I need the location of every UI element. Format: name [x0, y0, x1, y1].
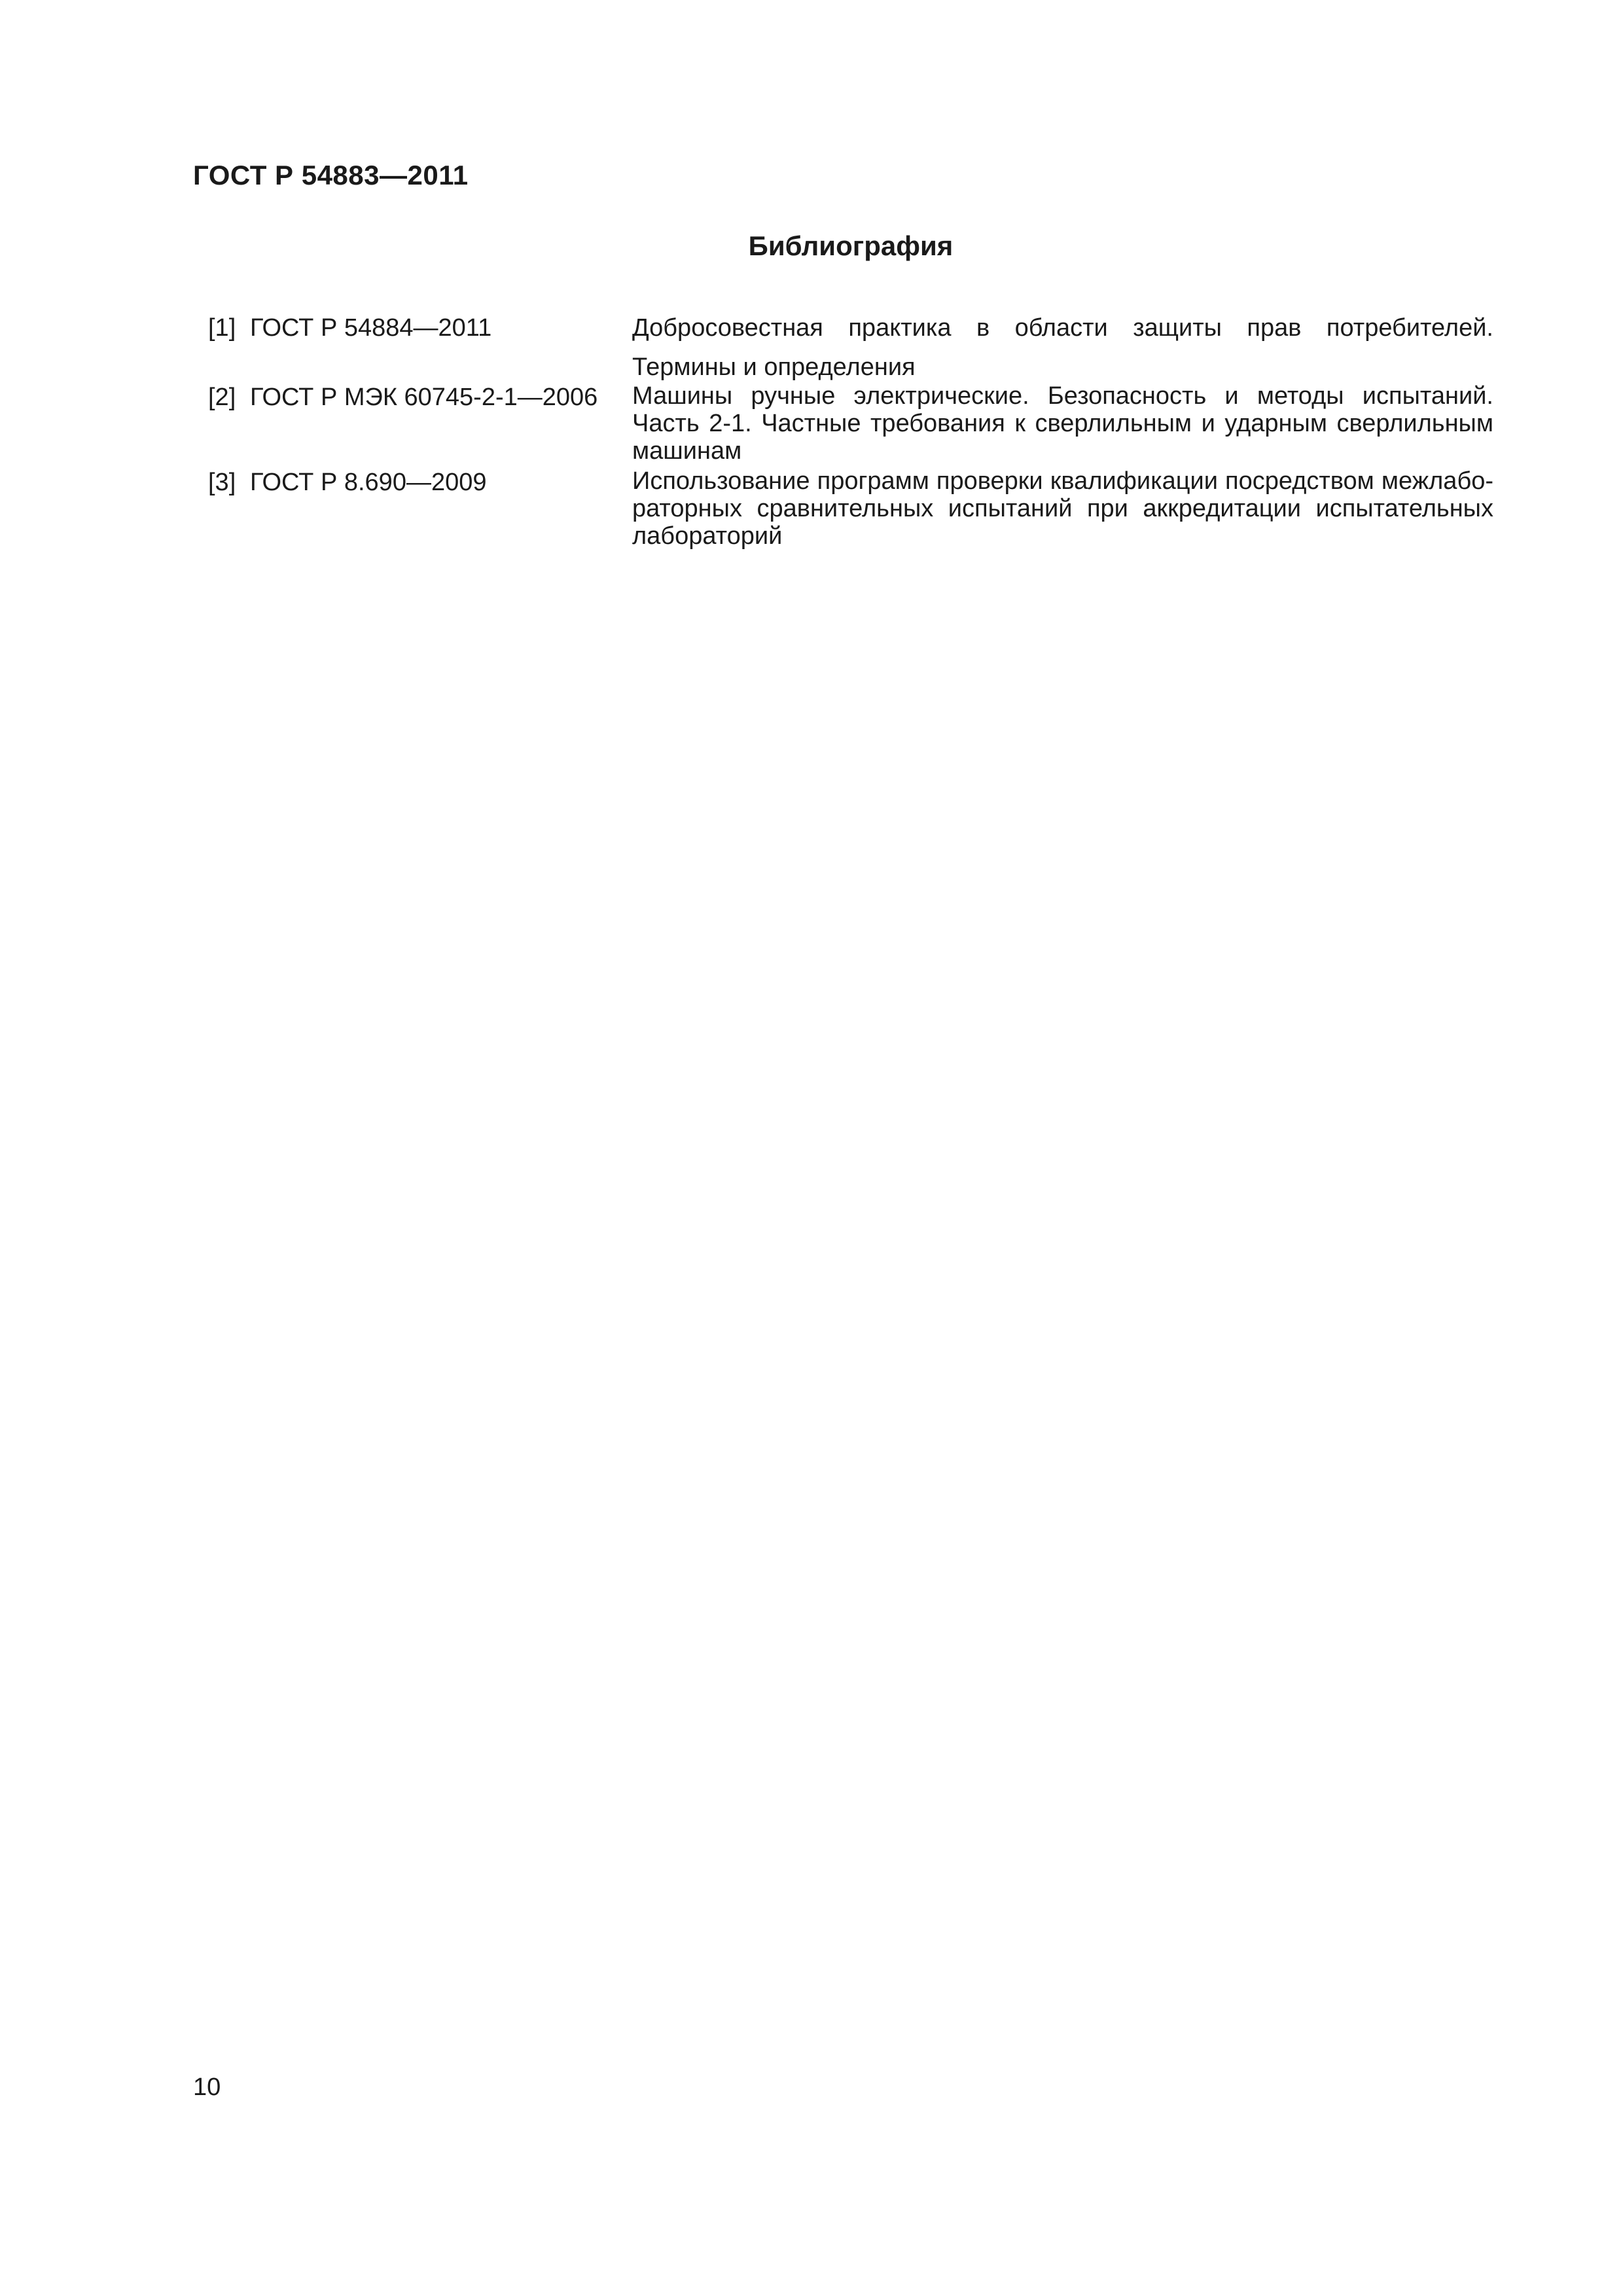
bibliography-reference	[208, 467, 632, 552]
bibliography-number: [1]	[208, 314, 236, 342]
bibliography-entry	[208, 382, 1493, 467]
bibliography-entry	[208, 313, 1493, 382]
standard-code: ГОСТ Р 8.690—2009	[250, 469, 487, 496]
bibliography-number: [2]	[208, 384, 236, 411]
bibliography-entry	[208, 467, 1493, 552]
bibliography-description: Машины ручные электрические. Безопасность и методы испытаний. Часть 2-1. Частные требования к сверлильным и ударным сверлильным машинам	[632, 382, 1493, 465]
bibliography-description: Добросовестная практика в области защиты прав потребителей. Термины и определения	[632, 314, 1493, 381]
page-number: 10	[193, 2073, 221, 2101]
standard-code: ГОСТ Р МЭК 60745-2-1—2006	[250, 384, 598, 411]
document-code: ГОСТ Р 54883—2011	[193, 160, 469, 190]
bibliography-reference	[208, 382, 632, 467]
bibliography-list	[208, 313, 1493, 552]
bibliography-description: Использование программ проверки квалификации посредством межлабораторных сравнительных испытаний при аккредитации испытательных лабораторий	[632, 467, 1493, 550]
bibliography-reference	[208, 313, 632, 382]
bibliography-number: [3]	[208, 469, 236, 496]
standard-code: ГОСТ Р 54884—2011	[250, 314, 492, 342]
section-title: Библиография	[748, 230, 954, 261]
